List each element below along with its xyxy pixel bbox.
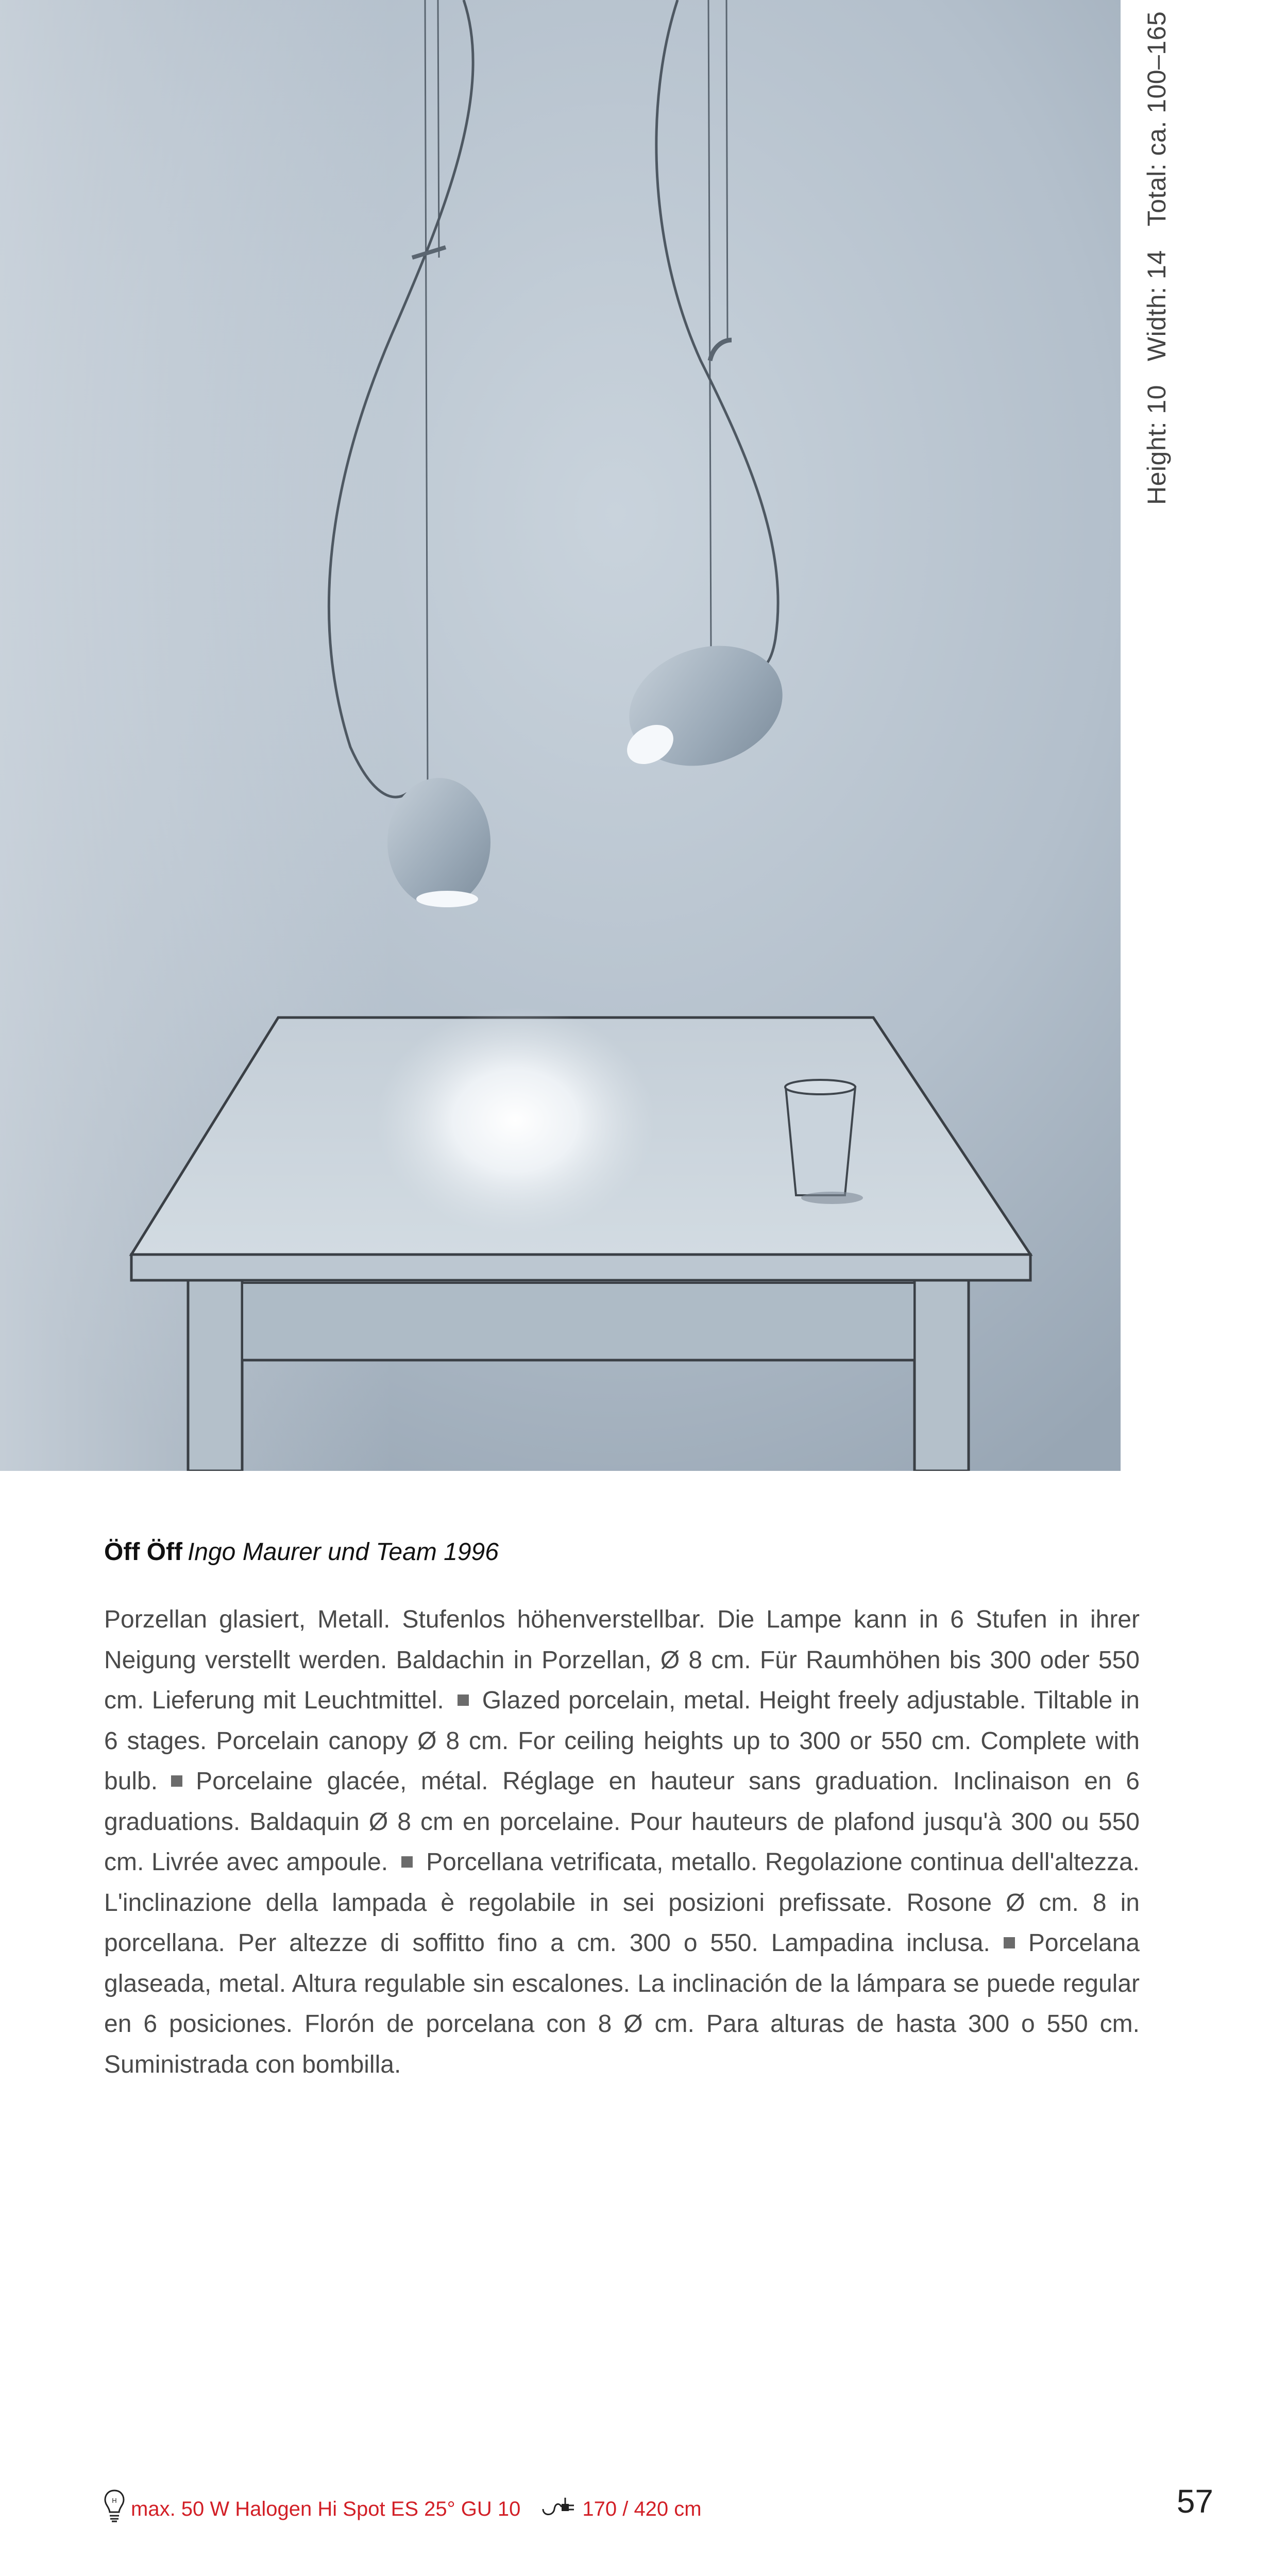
- product-description: [104, 1600, 1140, 2085]
- cable-plug-icon: [541, 2494, 577, 2524]
- description-de: Porzellan glasiert, Metall. Stufenlos höhenverstellbar. Die Lampe kann in 6 Stufen in ihrer Neigung verstellt werden. Baldachin in Porzellan, Ø 8 cm. Für Raumhöhen bis 300 oder 550 cm. Lieferung mit Leuchtmittel.: [104, 1606, 1140, 1714]
- width-dimension: Width: 14: [1142, 250, 1171, 362]
- description-it: Porcellana vetrificata, metallo. Regolazione continua dell'altezza. L'inclinazione della lampada è regolabile in sei posizioni prefissate. Rosone Ø cm. 8 in porcellana. Per altezze di soffitto fino a cm. 300 o 550. Lampadina inclusa.: [104, 1849, 1140, 1957]
- technical-spec-line: [103, 2488, 702, 2530]
- separator-square-icon: [458, 1694, 469, 1706]
- product-title-line: [104, 1538, 499, 1566]
- separator-square-icon: [401, 1856, 413, 1868]
- dimensions-sidebar: [1139, 0, 1175, 505]
- svg-text:H: H: [112, 2497, 117, 2504]
- separator-square-icon: [1004, 1937, 1015, 1948]
- description-en: Glazed porcelain, metal. Height freely adjustable. Tiltable in 6 stages. Porcelain canopy Ø 8 cm. For ceiling heights up to 300 or 550 cm. Complete with bulb.: [104, 1687, 1140, 1795]
- bulb-icon: [103, 2488, 126, 2530]
- product-name: Öff Öff: [104, 1538, 182, 1566]
- description-fr: Porcelaine glacée, métal. Réglage en hauteur sans graduation. Inclinaison en 6 graduations. Baldaquin Ø 8 cm en porcelaine. Pour hauteurs de plafond jusqu'à 300 ou 550 cm. Livrée avec ampoule.: [104, 1768, 1140, 1876]
- product-photo: [0, 0, 1121, 1471]
- cable-spec: 170 / 420 cm: [582, 2497, 702, 2520]
- total-dimension: Total: ca. 100–165: [1142, 11, 1171, 227]
- height-dimension: Height: 10: [1142, 385, 1171, 505]
- page-number: 57: [1176, 2483, 1213, 2520]
- bulb-spec: max. 50 W Halogen Hi Spot ES 25° GU 10: [131, 2497, 521, 2520]
- product-credit: Ingo Maurer und Team 1996: [187, 1538, 499, 1566]
- separator-square-icon: [171, 1775, 182, 1787]
- description-es: Porcelana glaseada, metal. Altura regulable sin escalones. La inclinación de la lámpara se puede regular en 6 posiciones. Florón de porcelana con 8 Ø cm. Para alturas de hasta 300 o 550 cm. Suministrada con bombilla.: [104, 1929, 1140, 2078]
